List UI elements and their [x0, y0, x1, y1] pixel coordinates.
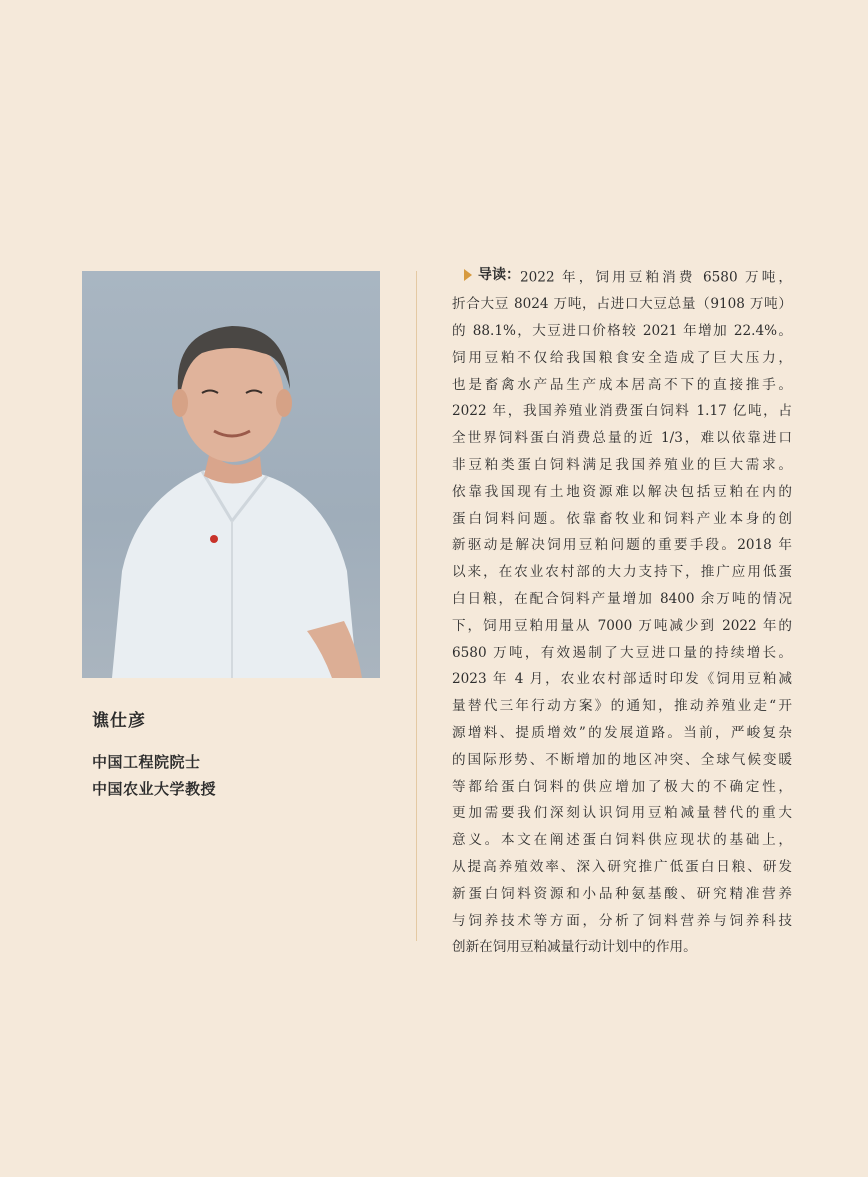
article-line: 折合大豆 8024 万吨，占进口大豆总量（9108 万吨）: [452, 296, 792, 313]
portrait-illustration: [82, 271, 380, 678]
article-line: 非豆粕类蛋白饲料满足我国养殖业的巨大需求。: [452, 456, 792, 473]
article-line: 与饲养技术等方面，分析了饲料营养与饲养科技: [452, 912, 792, 929]
article-line: 的国际形势、不断增加的地区冲突、全球气候变暖: [452, 751, 792, 768]
article-line-text: 2022 年，饲用豆粕消费 6580 万吨，: [520, 269, 792, 286]
article-line: [452, 262, 792, 291]
column-divider: [416, 271, 417, 941]
article-line: 依靠我国现有土地资源难以解决包括豆粕在内的: [452, 483, 792, 500]
author-title-academician: 中国工程院院士: [92, 753, 201, 771]
author-portrait: [82, 271, 380, 678]
article-line: 白日粮，在配合饲料产量增加 8400 余万吨的情况: [452, 590, 792, 607]
arrow-right-icon: [464, 269, 472, 281]
article-line: 6580 万吨，有效遏制了大豆进口量的持续增长。: [452, 644, 792, 661]
article-line: 饲用豆粕不仅给我国粮食安全造成了巨大压力，: [452, 349, 792, 366]
article-line: 2023 年 4 月，农业农村部适时印发《饲用豆粕减: [452, 671, 792, 688]
article-line: 以来，在农业农村部的大力支持下，推广应用低蛋: [452, 564, 792, 581]
author-title-professor: 中国农业大学教授: [92, 780, 217, 798]
article-line: 新蛋白饲料资源和小品种氨基酸、研究精准营养: [452, 885, 792, 902]
article-line: 新驱动是解决饲用豆粕问题的重要手段。2018 年: [452, 537, 792, 554]
author-name: 谯仕彦: [92, 711, 146, 731]
lead-heading: [452, 262, 520, 289]
article-abstract: [452, 262, 792, 961]
article-line: 源增料、提质增效”的发展道路。当前，严峻复杂: [452, 724, 792, 741]
article-line: 从提高养殖效率、深入研究推广低蛋白日粮、研发: [452, 858, 792, 875]
article-line: 下，饲用豆粕用量从 7000 万吨减少到 2022 年的: [452, 617, 792, 634]
author-caption: [92, 706, 372, 803]
article-line: 全世界饲料蛋白消费总量的近 1/3，难以依靠进口: [452, 430, 792, 447]
lead-label: 导读：: [478, 267, 520, 283]
article-line: 创新在饲用豆粕减量行动计划中的作用。: [452, 939, 697, 956]
article-line: 的 88.1%，大豆进口价格较 2021 年增加 22.4%。: [452, 322, 792, 339]
article-line: 2022 年，我国养殖业消费蛋白饲料 1.17 亿吨，占: [452, 403, 792, 420]
article-line: 等都给蛋白饲料的供应增加了极大的不确定性，: [452, 778, 792, 795]
article-line: 量替代三年行动方案》的通知，推动养殖业走“开: [452, 698, 792, 715]
article-line: 意义。本文在阐述蛋白饲料供应现状的基础上，: [452, 832, 792, 849]
article-line: 更加需要我们深刻认识饲用豆粕减量替代的重大: [452, 805, 792, 822]
article-line: 也是畜禽水产品生产成本居高不下的直接推手。: [452, 376, 792, 393]
article-line: 蛋白饲料问题。依靠畜牧业和饲料产业本身的创: [452, 510, 792, 527]
